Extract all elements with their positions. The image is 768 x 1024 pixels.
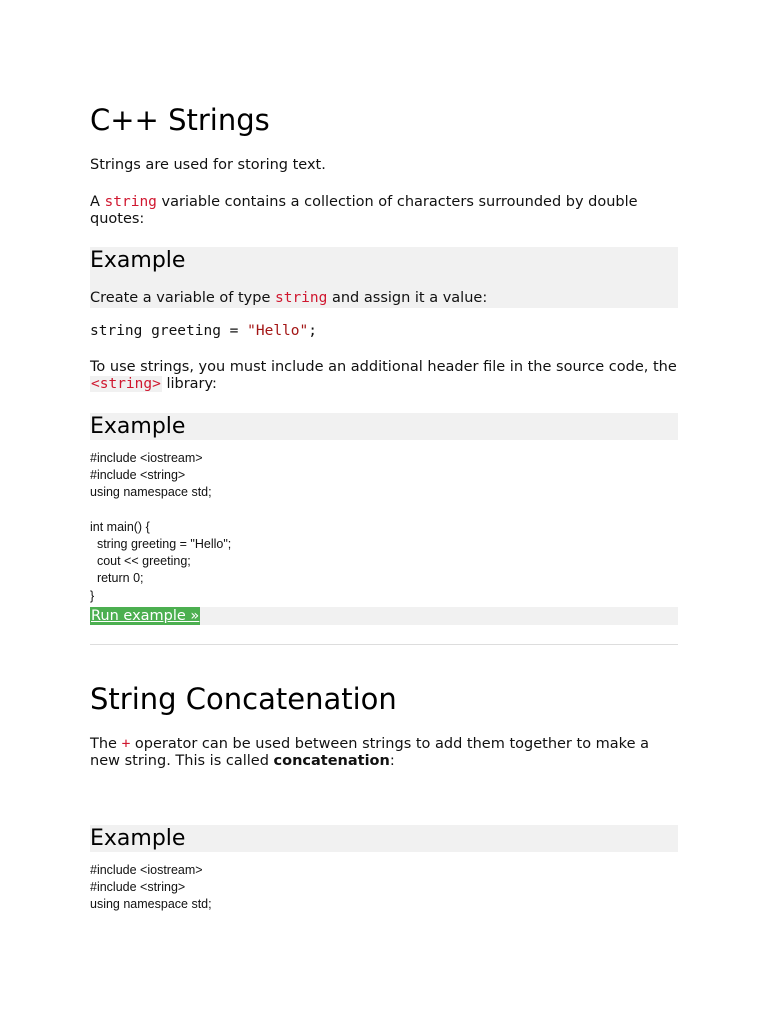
code-example-1: string greeting = "Hello"; xyxy=(90,323,317,339)
concatenation-paragraph: The + operator can be used between strings to add them together to make a new string. This is called concatenation: xyxy=(90,736,649,769)
header-file-paragraph: To use strings, you must include an additional header file in the source code, the <string> library: xyxy=(90,359,677,392)
plus-operator-keyword: + xyxy=(121,736,131,752)
run-example-bar xyxy=(90,607,678,625)
string-keyword: string xyxy=(104,194,157,210)
string-keyword: string xyxy=(274,290,328,306)
example-heading-2: Example xyxy=(90,414,186,439)
intro-paragraph: Strings are used for storing text. xyxy=(90,157,326,173)
concatenation-term: concatenation xyxy=(273,753,390,769)
code-example-3: #include <iostream> #include <string> using namespace std; xyxy=(90,863,212,912)
section-divider xyxy=(90,644,678,645)
example-heading-3: Example xyxy=(90,826,186,851)
run-example-button[interactable]: Run example » xyxy=(91,608,200,624)
string-library-keyword: <string> xyxy=(91,376,161,392)
code-example-2: #include <iostream> #include <string> using namespace std; int main() { string greeting = "Hello"; cout << greeting; return 0; } xyxy=(90,451,232,603)
concatenation-title: String Concatenation xyxy=(90,682,397,716)
example-heading-1: Example xyxy=(90,248,186,273)
string-description-paragraph: A string variable contains a collection of characters surrounded by double quotes: xyxy=(90,194,638,227)
page-title: C++ Strings xyxy=(90,103,270,137)
example-1-description: Create a variable of type string and assign it a value: xyxy=(90,290,488,306)
